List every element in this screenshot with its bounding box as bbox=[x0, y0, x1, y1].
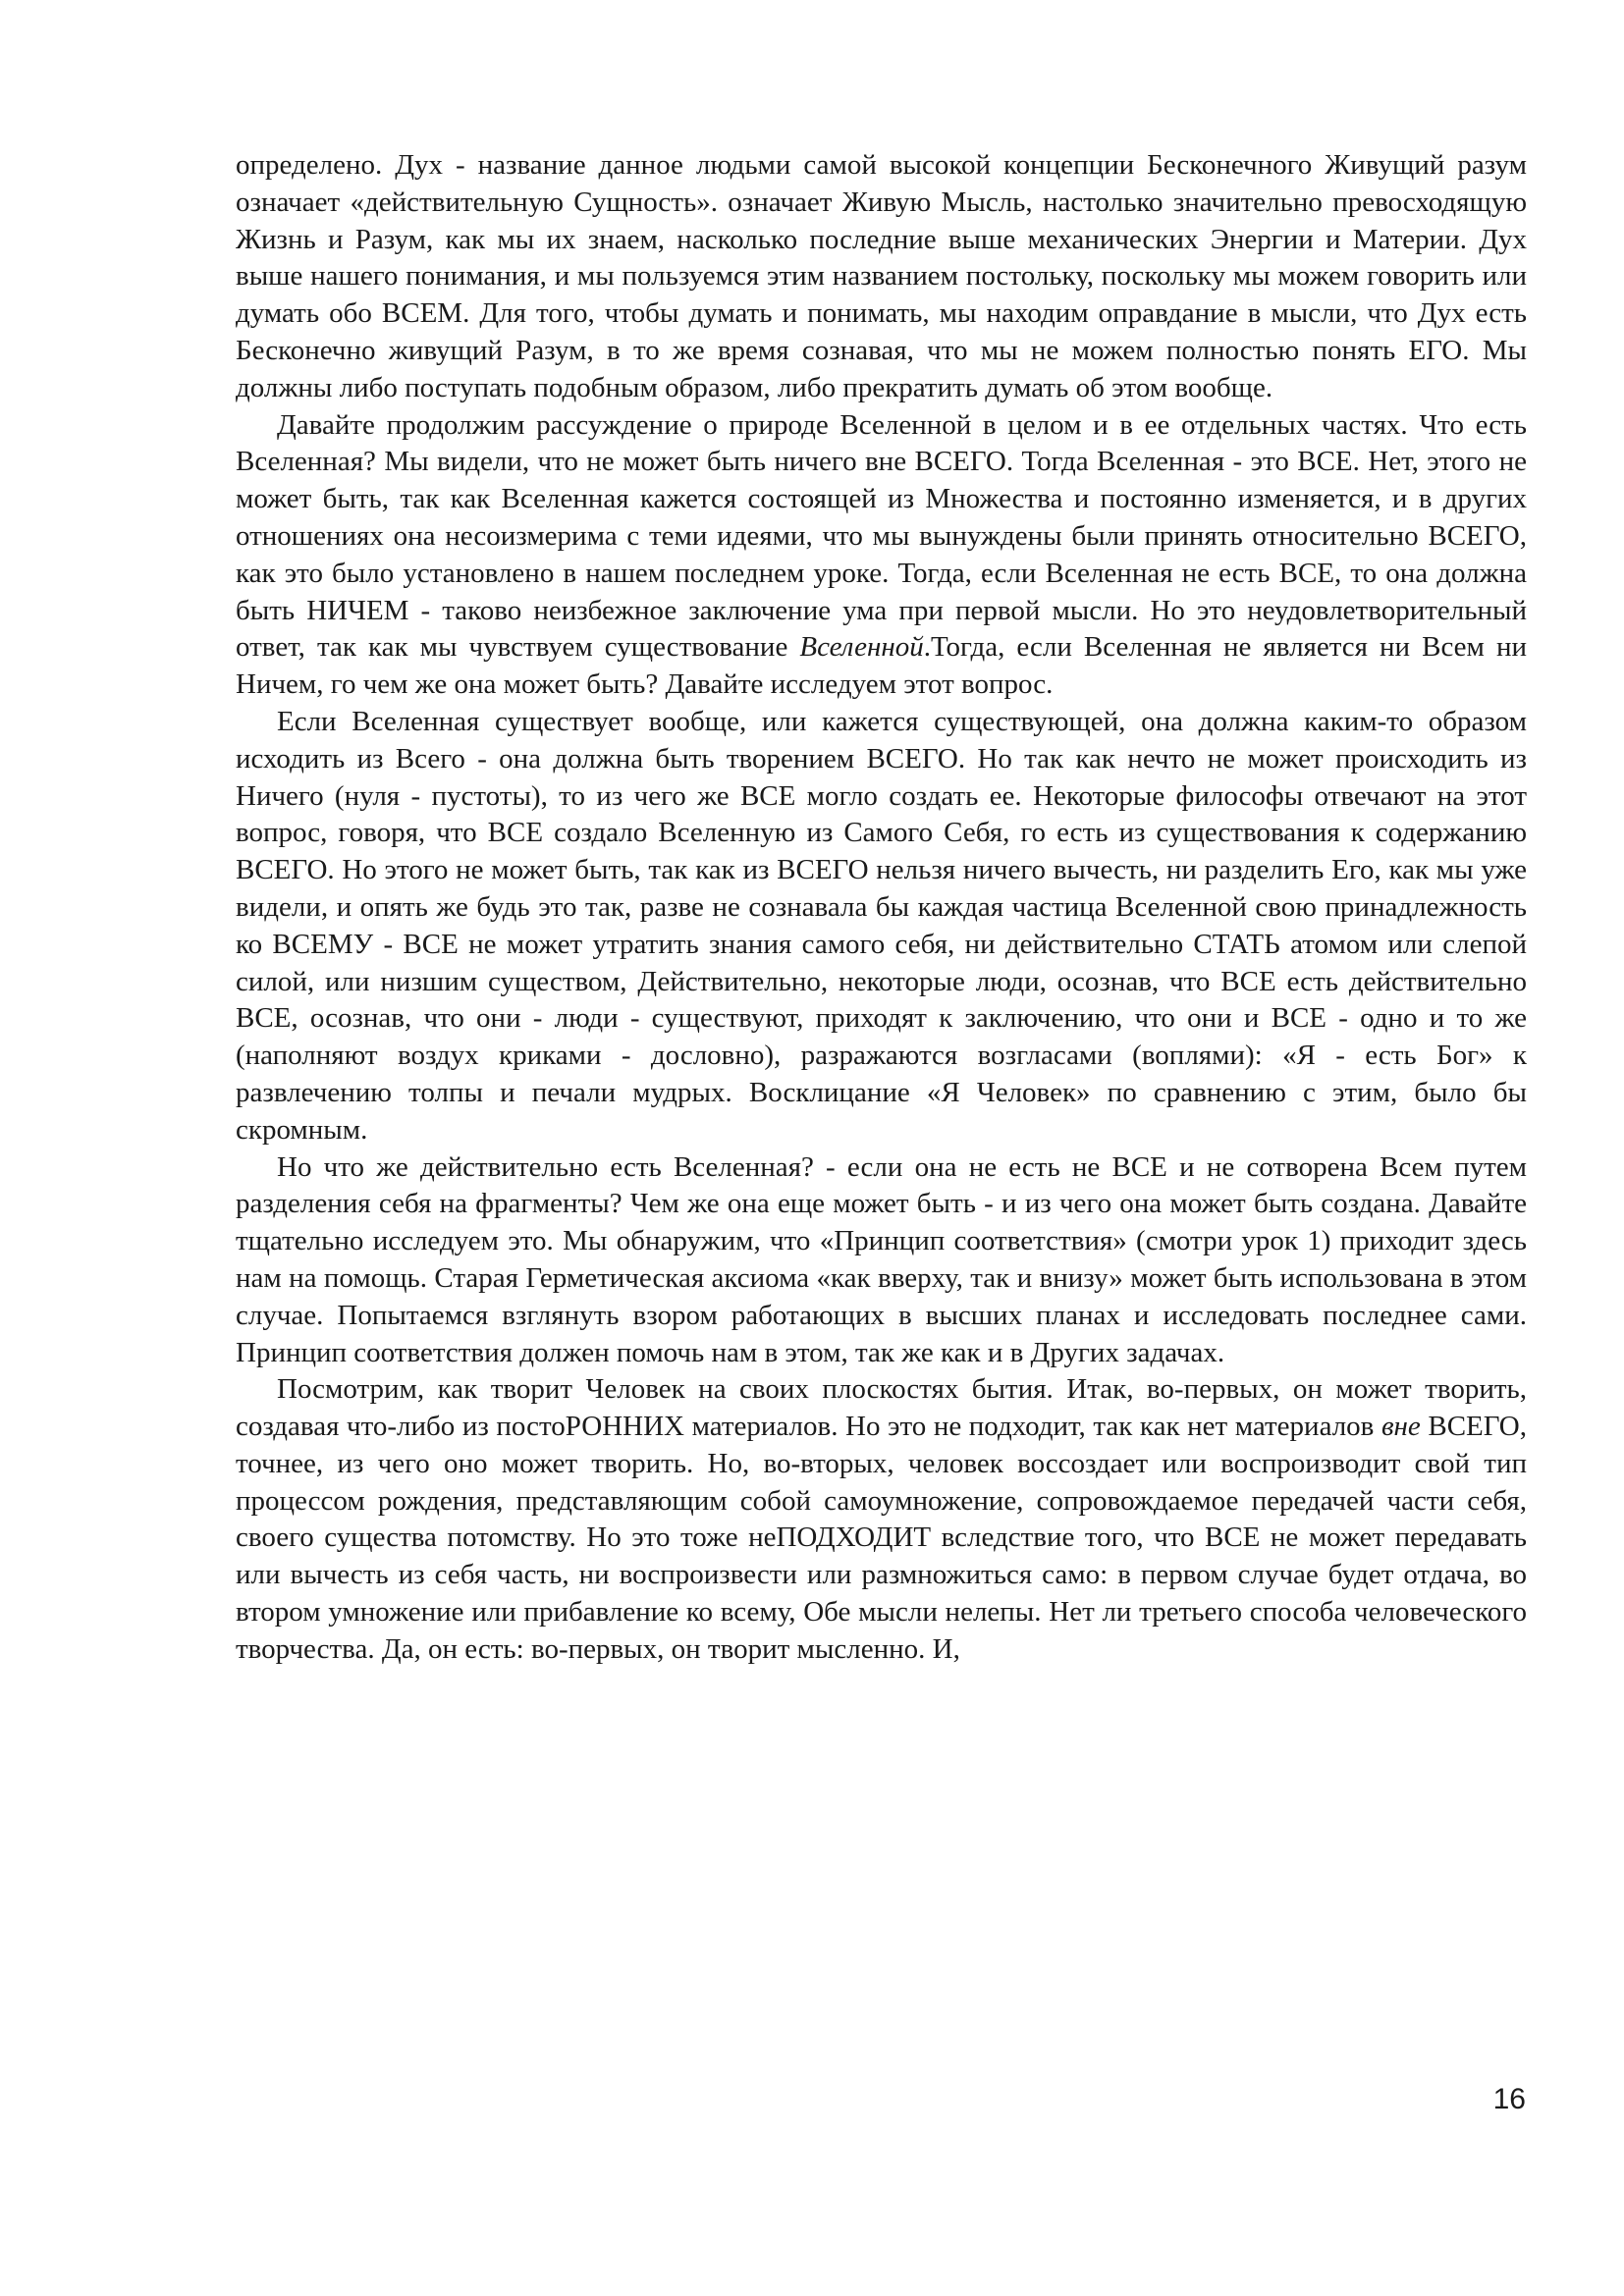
paragraph-2 bbox=[236, 407, 1527, 704]
italic-word: Вселенной bbox=[799, 631, 924, 664]
page-number: 16 bbox=[1492, 2083, 1526, 2115]
text-segment: Но что же действительно есть Вселенная? - если она не есть не ВСЕ и не сотворена Всем путем разделения себя на фрагменты? Чем же она еще может быть - и из чего она может быть создана. Давайте тщательно исследуем это. Мы обнаружим, что «Принцип соответствия» (смотри урок 1) приходит здесь нам на помощь. Старая Герметическая аксиома «как вверху, так и внизу» может быть использована в этом случае. Попытаемся взглянуть взором работающих в высших планах и исследовать последнее сами. Принцип соответствия должен помочь нам в этом, так же как и в Других задачах. bbox=[236, 1150, 1527, 1368]
text-segment: Давайте продолжим рассуждение о природе Вселенной в целом и в ее отдельных частях. Что есть Вселенная? Мы видели, что не может быть ничего вне ВСЕГО. Тогда Вселенная - это ВСЕ. Нет, этого не может быть, так как Вселенная кажется состоящей из Множества и постоянно изменяется, и в других отношениях она несоизмерима с теми идеями, что мы вынуждены были принять относительно ВСЕГО, как это было установлено в нашем последнем уроке. Тогда, если Вселенная не есть ВСЕ, то она должна быть НИЧЕМ - таково неизбежное заключение ума при первой мысли. Но это неудовлетворительный ответ, так как мы чувствуем существование bbox=[236, 408, 1527, 664]
text-segment: определено. Дух - название данное людьми самой высокой концепции Бесконечного Живущий разум означает «действительную Сущность». означает Живую Мысль, настолько значительно превосходящую Жизнь и Разум, как мы их знаем, насколько последние выше механических Энергии и Материи. Дух выше нашего понимания, и мы пользуемся этим названием постольку, поскольку мы можем говорить или думать обо ВСЕМ. Для того, чтобы думать и понимать, мы находим оправдание в мысли, что Дух есть Бесконечно живущий Разум, в то же время сознавая, что мы не можем полностью понять ЕГО. Мы должны либо поступать подобным образом, либо прекратить думать об этом вообще. bbox=[236, 149, 1527, 403]
italic-word: вне bbox=[1380, 1411, 1421, 1443]
text-segment: ВСЕГО, точнее, из чего оно может творить. Но, во-вторых, человек воссоздает или воспроизводит свой тип процессом рождения, представляющим собой самоумножение, сопровождаемое передачей части себя, своего существа потомству. Но это тоже неПОДХОДИТ вследствие того, что ВСЕ не может передавать или вычесть из себя часть, ни воспроизвести или размножиться само: в первом случае будет отдача, во втором умножение или прибавление ко всему, Обе мысли нелепы. Нет ли третьего способа человеческого творчества. Да, он есть: во-первых, он творит мысленно. И, bbox=[236, 1411, 1527, 1665]
text-segment: Посмотрим, как творит Человек на своих плоскостях бытия. Итак, во-первых, он может творить, создавая что-либо из постоРОННИХ материалов. Но это не подходит, так как нет материалов bbox=[236, 1373, 1527, 1443]
paragraph-5 bbox=[236, 1371, 1527, 1668]
body-text bbox=[236, 147, 1527, 1669]
paragraph-4 bbox=[236, 1149, 1527, 1372]
paragraph-3 bbox=[236, 704, 1527, 1149]
paragraph-1 bbox=[236, 147, 1527, 407]
text-segment: Если Вселенная существует вообще, или кажется существующей, она должна каким-то образом исходить из Всего - она должна быть творением ВСЕГО. Но так как нечто не может происходить из Ничего (нуля - пустоты), то из чего же ВСЕ могло создать ее. Некоторые философы отвечают на этот вопрос, говоря, что ВСЕ создало Вселенную из Самого Себя, го есть из существования к содержанию ВСЕГО. Но этого не может быть, так как из ВСЕГО нельзя ничего вычесть, ни разделить Его, как мы уже видели, и опять же будь это так, разве не сознавала бы каждая частица Вселенной свою принадлежность ко ВСЕМУ - ВСЕ не может утратить знания самого себя, ни действительно СТАТЬ атомом или слепой силой, или низшим существом, Действительно, некоторые люди, осознав, что ВСЕ есть действительно ВСЕ, осознав, что они - люди - существуют, приходят к заключению, что они и ВСЕ - одно и то же (наполняют воздух криками - дословно), разражаются возгласами (воплями): «Я - есть Бог» к развлечению толпы и печали мудрых. Восклицание «Я Человек» по сравнению с этим, было бы скромным. bbox=[236, 705, 1527, 1146]
text-segment: .Тогда, если Вселенная не является ни Всем ни Ничем, го чем же она может быть? Давайте исследуем этот вопрос. bbox=[236, 631, 1527, 701]
